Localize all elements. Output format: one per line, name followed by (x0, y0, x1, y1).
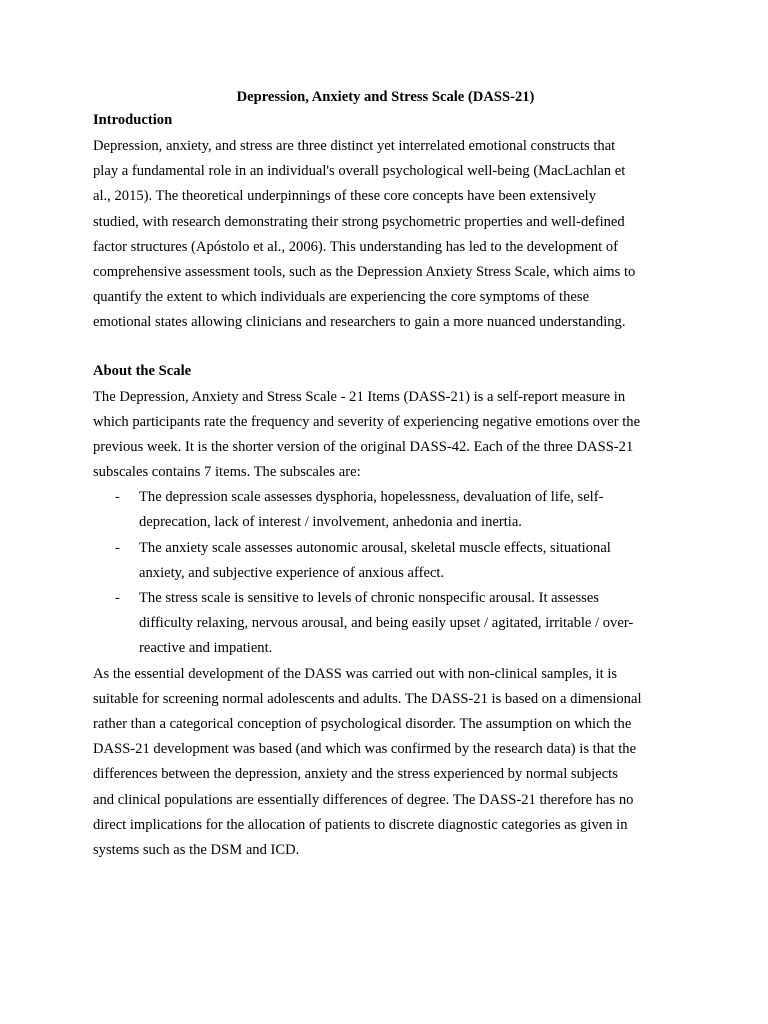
subscales-list (93, 485, 678, 661)
section-spacer (93, 336, 678, 360)
paragraph-line: which participants rate the frequency and severity of experiencing negative emotions over the (93, 413, 641, 430)
paragraph-line: comprehensive assessment tools, such as the Depression Anxiety Stress Scale, which aims to (93, 263, 636, 280)
bullet-marker: - (115, 539, 120, 556)
document-page (93, 86, 678, 863)
paragraph-line: al., 2015). The theoretical underpinnings of these core concepts have been extensively (93, 188, 597, 205)
bullet-marker: - (115, 489, 120, 506)
paragraph-line: and clinical populations are essentially differences of degree. The DASS-21 therefore has no (93, 791, 634, 808)
paragraph-line: suitable for screening normal adolescents and adults. The DASS-21 is based on a dimensional (93, 690, 642, 707)
paragraph-line: direct implications for the allocation of patients to discrete diagnostic categories as given in (93, 816, 628, 833)
bullet-marker: - (115, 590, 120, 606)
paragraph-line: play a fundamental role in an individual's overall psychological well-being (MacLachlan et (93, 163, 626, 180)
paragraph-line: DASS-21 development was based (and which was confirmed by the research data) is that the (93, 741, 637, 758)
section-heading-about-the-scale: About the Scale (93, 362, 192, 379)
section-heading-introduction: Introduction (93, 112, 173, 128)
list-item-depression-scale (93, 485, 678, 535)
list-item-line: The stress scale is sensitive to levels of chronic nonspecific arousal. It assesses (139, 590, 599, 606)
paragraph-line: factor structures (Apóstolo et al., 2006). This understanding has led to the development of (93, 238, 618, 255)
list-item-line: anxiety, and subjective experience of anxious affect. (139, 564, 445, 581)
paragraph-line: rather than a categorical conception of psychological disorder. The assumption on which the (93, 715, 632, 732)
paragraph-line: As the essential development of the DASS was carried out with non-clinical samples, it is (93, 665, 618, 682)
paragraph-line: quantify the extent to which individuals are experiencing the core symptoms of these (93, 289, 590, 306)
list-item-anxiety-scale (93, 536, 678, 586)
paragraph-line: emotional states allowing clinicians and researchers to gain a more nuanced understanding. (93, 314, 626, 331)
paragraph-line: subscales contains 7 items. The subscales are: (93, 464, 361, 481)
document-title: Depression, Anxiety and Stress Scale (DASS-21) (236, 89, 535, 105)
introduction-paragraph (93, 134, 678, 336)
paragraph-line: previous week. It is the shorter version of the original DASS-42. Each of the three DASS-21 (93, 438, 634, 455)
list-item-stress-scale (93, 586, 678, 662)
paragraph-line: studied, with research demonstrating their strong psychometric properties and well-defined (93, 213, 625, 230)
paragraph-line: Depression, anxiety, and stress are three distinct yet interrelated emotional constructs that (93, 138, 616, 154)
list-item-line: The anxiety scale assesses autonomic arousal, skeletal muscle effects, situational (139, 539, 611, 556)
list-item-line: difficulty relaxing, nervous arousal, and being easily upset / agitated, irritable / over- (139, 615, 634, 632)
list-item-line: The depression scale assesses dysphoria, hopelessness, devaluation of life, self- (139, 489, 604, 506)
about-intro-paragraph (93, 385, 678, 486)
about-closing-paragraph (93, 662, 678, 864)
paragraph-line: differences between the depression, anxiety and the stress experienced by normal subjects (93, 766, 618, 783)
list-item-line: reactive and impatient. (139, 640, 273, 657)
list-item-line: deprecation, lack of interest / involvement, anhedonia and inertia. (139, 514, 522, 531)
paragraph-line: The Depression, Anxiety and Stress Scale - 21 Items (DASS-21) is a self-report measure in (93, 388, 626, 405)
paragraph-line: systems such as the DSM and ICD. (93, 841, 300, 858)
